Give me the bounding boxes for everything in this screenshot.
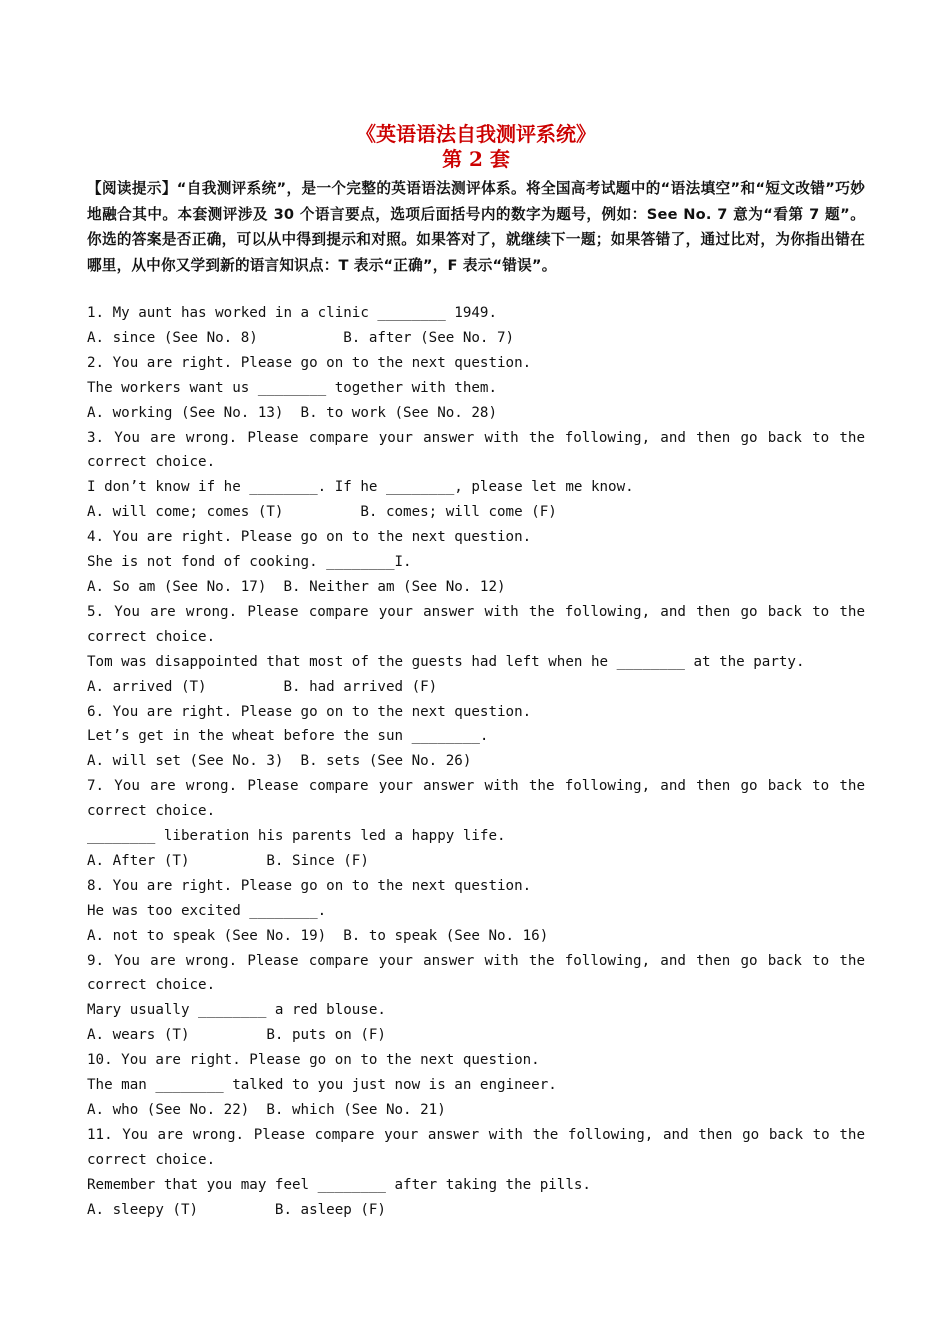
reading-tip-paragraph: 【阅读提示】“自我测评系统”，是一个完整的英语语法测评体系。将全国高考试题中的“语法填空”和“短文改错”巧妙地融合其中。本套测评涉及 30 个语言要点，选项后面括号内的数字为题号，例如：See No. 7 意为“看第 7 题”。你选的答案是否正确，可以从中得到提示和对照。如果答对了，就继续下一题；如果答错了，通过比对，为你指出错在哪里，从中你又学到新的语言知识点：T 表示“正确”，F 表示“错误”。 — [87, 180, 865, 274]
document-page — [87, 122, 865, 1223]
question-line: Mary usually ________ a red blouse. — [87, 1002, 386, 1019]
question-line: 2. You are right. Please go on to the next question. — [87, 354, 532, 371]
question-line: ________ liberation his parents led a happy life. — [87, 828, 506, 845]
question-line: 4. You are right. Please go on to the next question. — [87, 529, 532, 546]
question-line: A. After (T) B. Since (F) — [87, 852, 369, 869]
question-line: 9. You are wrong. Please compare your answer with the following, and then go back to the — [87, 952, 865, 969]
question-line: 6. You are right. Please go on to the next question. — [87, 703, 532, 720]
question-line: He was too excited ________. — [87, 902, 327, 919]
question-line: 5. You are wrong. Please compare your answer with the following, and then go back to the — [87, 603, 865, 620]
document-title: 《英语语法自我测评系统》 — [356, 122, 596, 146]
question-line: A. So am (See No. 17) B. Neither am (See No. 12) — [87, 578, 506, 595]
question-line: correct choice. — [87, 454, 216, 471]
question-line: The man ________ talked to you just now is an engineer. — [87, 1077, 557, 1094]
question-line: correct choice. — [87, 628, 216, 645]
question-line: She is not fond of cooking. ________I. — [87, 554, 412, 571]
question-list — [87, 301, 865, 1223]
question-line: 3. You are wrong. Please compare your answer with the following, and then go back to the — [87, 429, 865, 446]
question-line: 8. You are right. Please go on to the next question. — [87, 877, 532, 894]
question-line: correct choice. — [87, 977, 216, 994]
question-line: correct choice. — [87, 803, 216, 820]
question-line: A. sleepy (T) B. asleep (F) — [87, 1201, 386, 1218]
question-line: The workers want us ________ together with them. — [87, 379, 497, 396]
question-line: A. not to speak (See No. 19) B. to speak (See No. 16) — [87, 927, 549, 944]
question-line: A. who (See No. 22) B. which (See No. 21) — [87, 1102, 446, 1118]
question-line: 11. You are wrong. Please compare your answer with the following, and then go back to the — [87, 1126, 865, 1143]
question-line: A. working (See No. 13) B. to work (See No. 28) — [87, 404, 497, 421]
question-line: Tom was disappointed that most of the guests had left when he ________ at the party. — [87, 653, 805, 670]
question-line: I don’t know if he ________. If he ________, please let me know. — [87, 479, 634, 496]
question-line: Let’s get in the wheat before the sun ________. — [87, 728, 489, 745]
document-subtitle: 第 2 套 — [442, 147, 510, 171]
question-line: A. since (See No. 8) B. after (See No. 7) — [87, 329, 515, 346]
question-line: A. wears (T) B. puts on (F) — [87, 1027, 386, 1044]
question-line: correct choice. — [87, 1151, 216, 1168]
question-line: A. will come; comes (T) B. comes; will come (F) — [87, 504, 557, 521]
question-line: 10. You are right. Please go on to the next question. — [87, 1052, 540, 1069]
question-line: Remember that you may feel ________ after taking the pills. — [87, 1176, 591, 1193]
question-line: A. will set (See No. 3) B. sets (See No. 26) — [87, 753, 472, 770]
question-line: 7. You are wrong. Please compare your answer with the following, and then go back to the — [87, 778, 865, 795]
question-line: 1. My aunt has worked in a clinic ________ 1949. — [87, 305, 497, 321]
question-line: A. arrived (T) B. had arrived (F) — [87, 678, 438, 695]
section-spacer — [87, 278, 865, 301]
